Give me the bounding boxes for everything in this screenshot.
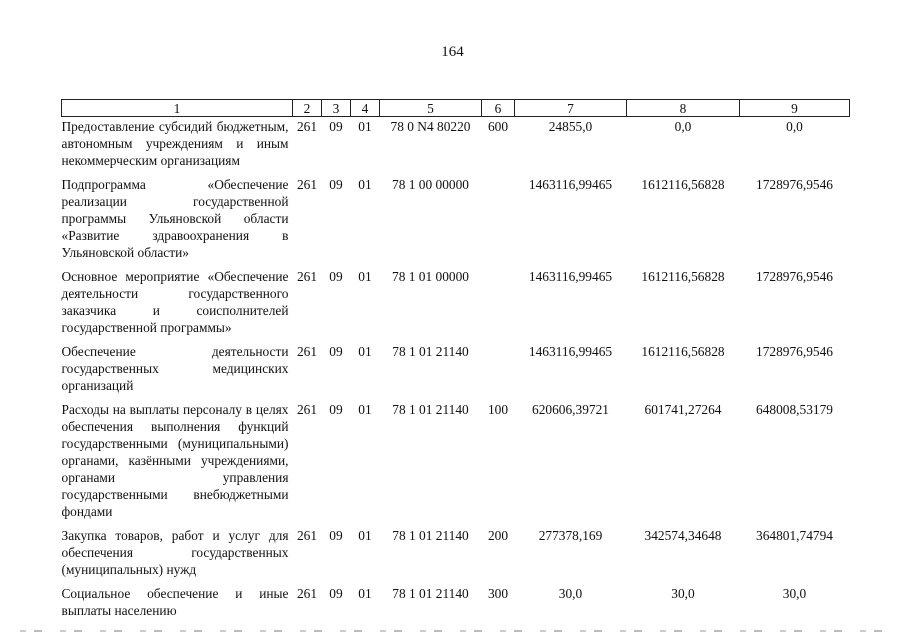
header-cell: 2 [293,100,322,117]
section-code: 09 [329,177,343,192]
subsection-code: 01 [358,344,372,359]
section-code: 09 [329,528,343,543]
row-name: Социальное обеспечение и иные выплаты населению [61,586,289,618]
ministry-code: 261 [296,344,318,359]
target-item-code: 78 1 01 21140 [392,528,469,543]
row-name: Подпрограмма «Обеспечение реализации государственной программы Ульяновской области «Развитие здравоохранения в Ульяновской области» [61,177,289,260]
amount-year-2: 601741,27264 [644,402,722,417]
amount-year-3: 0,0 [786,119,803,134]
amount-year-3: 1728976,9546 [756,177,833,192]
section-code: 09 [329,269,343,284]
table-row [62,526,850,584]
page-number: 164 [441,44,464,60]
ministry-code: 261 [296,177,318,192]
amount-year-1: 1463116,99465 [528,344,613,359]
scan-artifact-line [20,630,885,632]
section-code: 09 [329,119,343,134]
amount-year-3: 648008,53179 [756,402,833,417]
header-cell: 9 [740,100,850,117]
table-row [62,267,850,342]
expense-type-code: 200 [487,528,509,543]
subsection-code: 01 [358,119,372,134]
expense-type-code: 100 [487,402,509,417]
amount-year-3: 30,0 [782,586,807,601]
subsection-code: 01 [358,269,372,284]
amount-year-1: 1463116,99465 [528,177,613,192]
table-row [62,117,850,176]
row-name: Основное мероприятие «Обеспечение деятельности государственного заказчика и соисполнителей государственной программы» [61,269,289,335]
section-code: 09 [329,344,343,359]
header-cell: 3 [322,100,351,117]
amount-year-1: 30,0 [558,586,583,601]
target-item-code: 78 1 01 00000 [392,269,469,284]
ministry-code: 261 [296,119,318,134]
ministry-code: 261 [296,269,318,284]
header-cell: 4 [351,100,380,117]
amount-year-2: 1612116,56828 [641,269,725,284]
expense-type-code [482,175,515,267]
ministry-code: 261 [296,528,318,543]
subsection-code: 01 [358,177,372,192]
header-cell: 1 [62,100,293,117]
amount-year-1: 620606,39721 [532,402,609,417]
target-item-code: 78 1 01 21140 [392,586,469,601]
header-cell: 7 [515,100,627,117]
amount-year-2: 30,0 [671,586,695,601]
subsection-code: 01 [358,586,372,601]
expense-type-code: 600 [487,119,509,134]
ministry-code: 261 [296,586,318,601]
expense-type-code [482,267,515,342]
target-item-code: 78 1 01 21140 [392,402,469,417]
row-name: Расходы на выплаты персоналу в целях обеспечения выполнения функций государственными (муниципальными) органами, казёнными учреждениями, органами управления государственными внебюджетными фондами [61,402,289,519]
amount-year-1: 24855,0 [548,119,593,134]
header-cell: 6 [482,100,515,117]
target-item-code: 78 1 00 00000 [392,177,469,192]
row-name: Обеспечение деятельности государственных медицинских организаций [61,344,289,393]
amount-year-2: 1612116,56828 [641,177,725,192]
table-row [62,175,850,267]
amount-year-3: 1728976,9546 [756,269,833,284]
amount-year-2: 342574,34648 [644,528,722,543]
section-code: 09 [329,586,343,601]
amount-year-2: 0,0 [674,119,692,134]
row-name: Предоставление субсидий бюджетным, автономным учреждениям и иным некоммерческим организациям [61,119,289,168]
expense-type-code: 300 [487,586,509,601]
expense-type-code [482,342,515,400]
table-row [62,342,850,400]
header-cell: 5 [380,100,482,117]
ministry-code: 261 [296,402,318,417]
table-row [62,584,850,625]
header-row [62,100,850,117]
target-item-code: 78 1 01 21140 [392,344,469,359]
table-row [62,400,850,526]
amount-year-3: 1728976,9546 [756,344,833,359]
subsection-code: 01 [358,528,372,543]
section-code: 09 [329,402,343,417]
budget-table [61,99,850,625]
amount-year-3: 364801,74794 [756,528,833,543]
target-item-code: 78 0 N4 80220 [390,119,471,134]
subsection-code: 01 [358,402,372,417]
amount-year-1: 1463116,99465 [528,269,613,284]
row-name: Закупка товаров, работ и услуг для обеспечения государственных (муниципальных) нужд [61,528,289,577]
header-cell: 8 [627,100,740,117]
amount-year-1: 277378,169 [538,528,603,543]
amount-year-2: 1612116,56828 [641,344,725,359]
